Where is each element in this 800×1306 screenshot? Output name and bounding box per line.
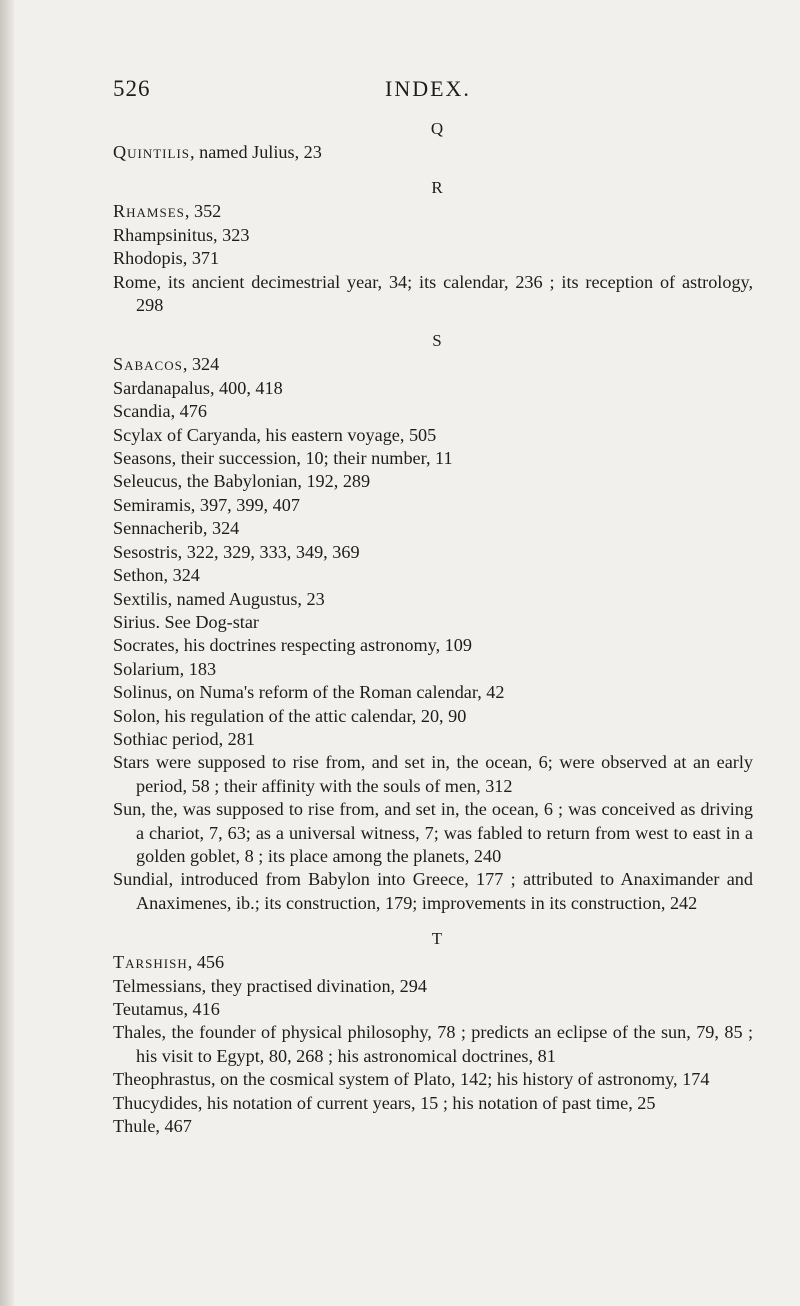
index-entry-telmessians: Telmessians, they practised divination, 294: [113, 975, 427, 996]
section-letter-r: R: [431, 178, 443, 198]
index-entry-semiramis: Semiramis, 397, 399, 407: [113, 494, 300, 515]
index-entry-sesostris: Sesostris, 322, 329, 333, 349, 369: [113, 541, 360, 562]
index-entry-sun: Sun, the, was supposed to rise from, and set in, the ocean, 6 ; was conceived as driving a chariot, 7, 63; as a universal witness, 7; was fabled to return from west to east in a golden goblet, 8 ; its place among the planets, 240: [113, 799, 753, 866]
index-entry-sardanapalus: Sardanapalus, 400, 418: [113, 377, 283, 398]
index-entry-scandia: Scandia, 476: [113, 401, 207, 422]
section-letter-q: Q: [430, 119, 444, 138]
section-letter-s: S: [432, 331, 442, 351]
index-entry-sethon: Sethon, 324: [113, 565, 200, 586]
index-entry-sennacherib: Sennacherib, 324: [113, 518, 240, 539]
index-body: [113, 116, 753, 1138]
index-entry-stars: Stars were supposed to rise from, and set in, the ocean, 6; were observed at an early period, 58 ; their affinity with the souls of men, 312: [113, 752, 753, 796]
index-entry-scylax: Scylax of Caryanda, his eastern voyage, 505: [113, 424, 437, 445]
index-entry-quintilis: Quintilis, named Julius, 23: [113, 142, 322, 162]
page-binding-edge: [0, 0, 14, 1306]
page-number: 526: [113, 76, 151, 101]
index-entry-seasons: Seasons, their succession, 10; their number, 11: [113, 448, 453, 469]
index-entry-theophrastus: Theophrastus, on the cosmical system of Plato, 142; his history of astronomy, 174: [113, 1069, 710, 1090]
index-entry-sothiac-period: Sothiac period, 281: [113, 728, 255, 749]
index-entry-sirius: Sirius. See Dog-star: [113, 611, 259, 632]
index-entry-solon: Solon, his regulation of the attic calendar, 20, 90: [113, 705, 467, 726]
running-head: INDEX.: [385, 76, 471, 101]
index-entry-sabacos: Sabacos, 324: [113, 354, 220, 375]
index-entry-sundial: Sundial, introduced from Babylon into Greece, 177 ; attributed to Anaximander and Anaximenes, ib.; its construction, 179; improvements in its construction, 242: [113, 869, 753, 913]
page-header: [113, 76, 753, 106]
index-entry-rhodopis: Rhodopis, 371: [113, 248, 220, 269]
index-entry-rome: Rome, its ancient decimestrial year, 34; its calendar, 236 ; its reception of astrology, 298: [113, 271, 753, 316]
index-entry-tarshish: Tarshish, 456: [113, 952, 225, 973]
index-entry-socrates: Socrates, his doctrines respecting astronomy, 109: [113, 635, 472, 656]
index-entry-rhampsinitus: Rhampsinitus, 323: [113, 224, 250, 245]
index-entry-thucydides: Thucydides, his notation of current years, 15 ; his notation of past time, 25: [113, 1092, 656, 1113]
index-entry-thule: Thule, 467: [113, 1116, 192, 1137]
index-entry-solarium: Solarium, 183: [113, 658, 217, 679]
index-entry-rhamses: Rhamses, 352: [113, 201, 222, 222]
index-entry-sextilis: Sextilis, named Augustus, 23: [113, 588, 325, 609]
index-entry-solinus: Solinus, on Numa's reform of the Roman calendar, 42: [113, 682, 505, 703]
section-letter-t: T: [431, 929, 443, 949]
index-entry-thales: Thales, the founder of physical philosophy, 78 ; predicts an eclipse of the sun, 79, 85 ; his visit to Egypt, 80, 268 ; his astronomical doctrines, 81: [113, 1022, 753, 1066]
index-entry-seleucus: Seleucus, the Babylonian, 192, 289: [113, 471, 371, 492]
index-entry-teutamus: Teutamus, 416: [113, 999, 220, 1019]
